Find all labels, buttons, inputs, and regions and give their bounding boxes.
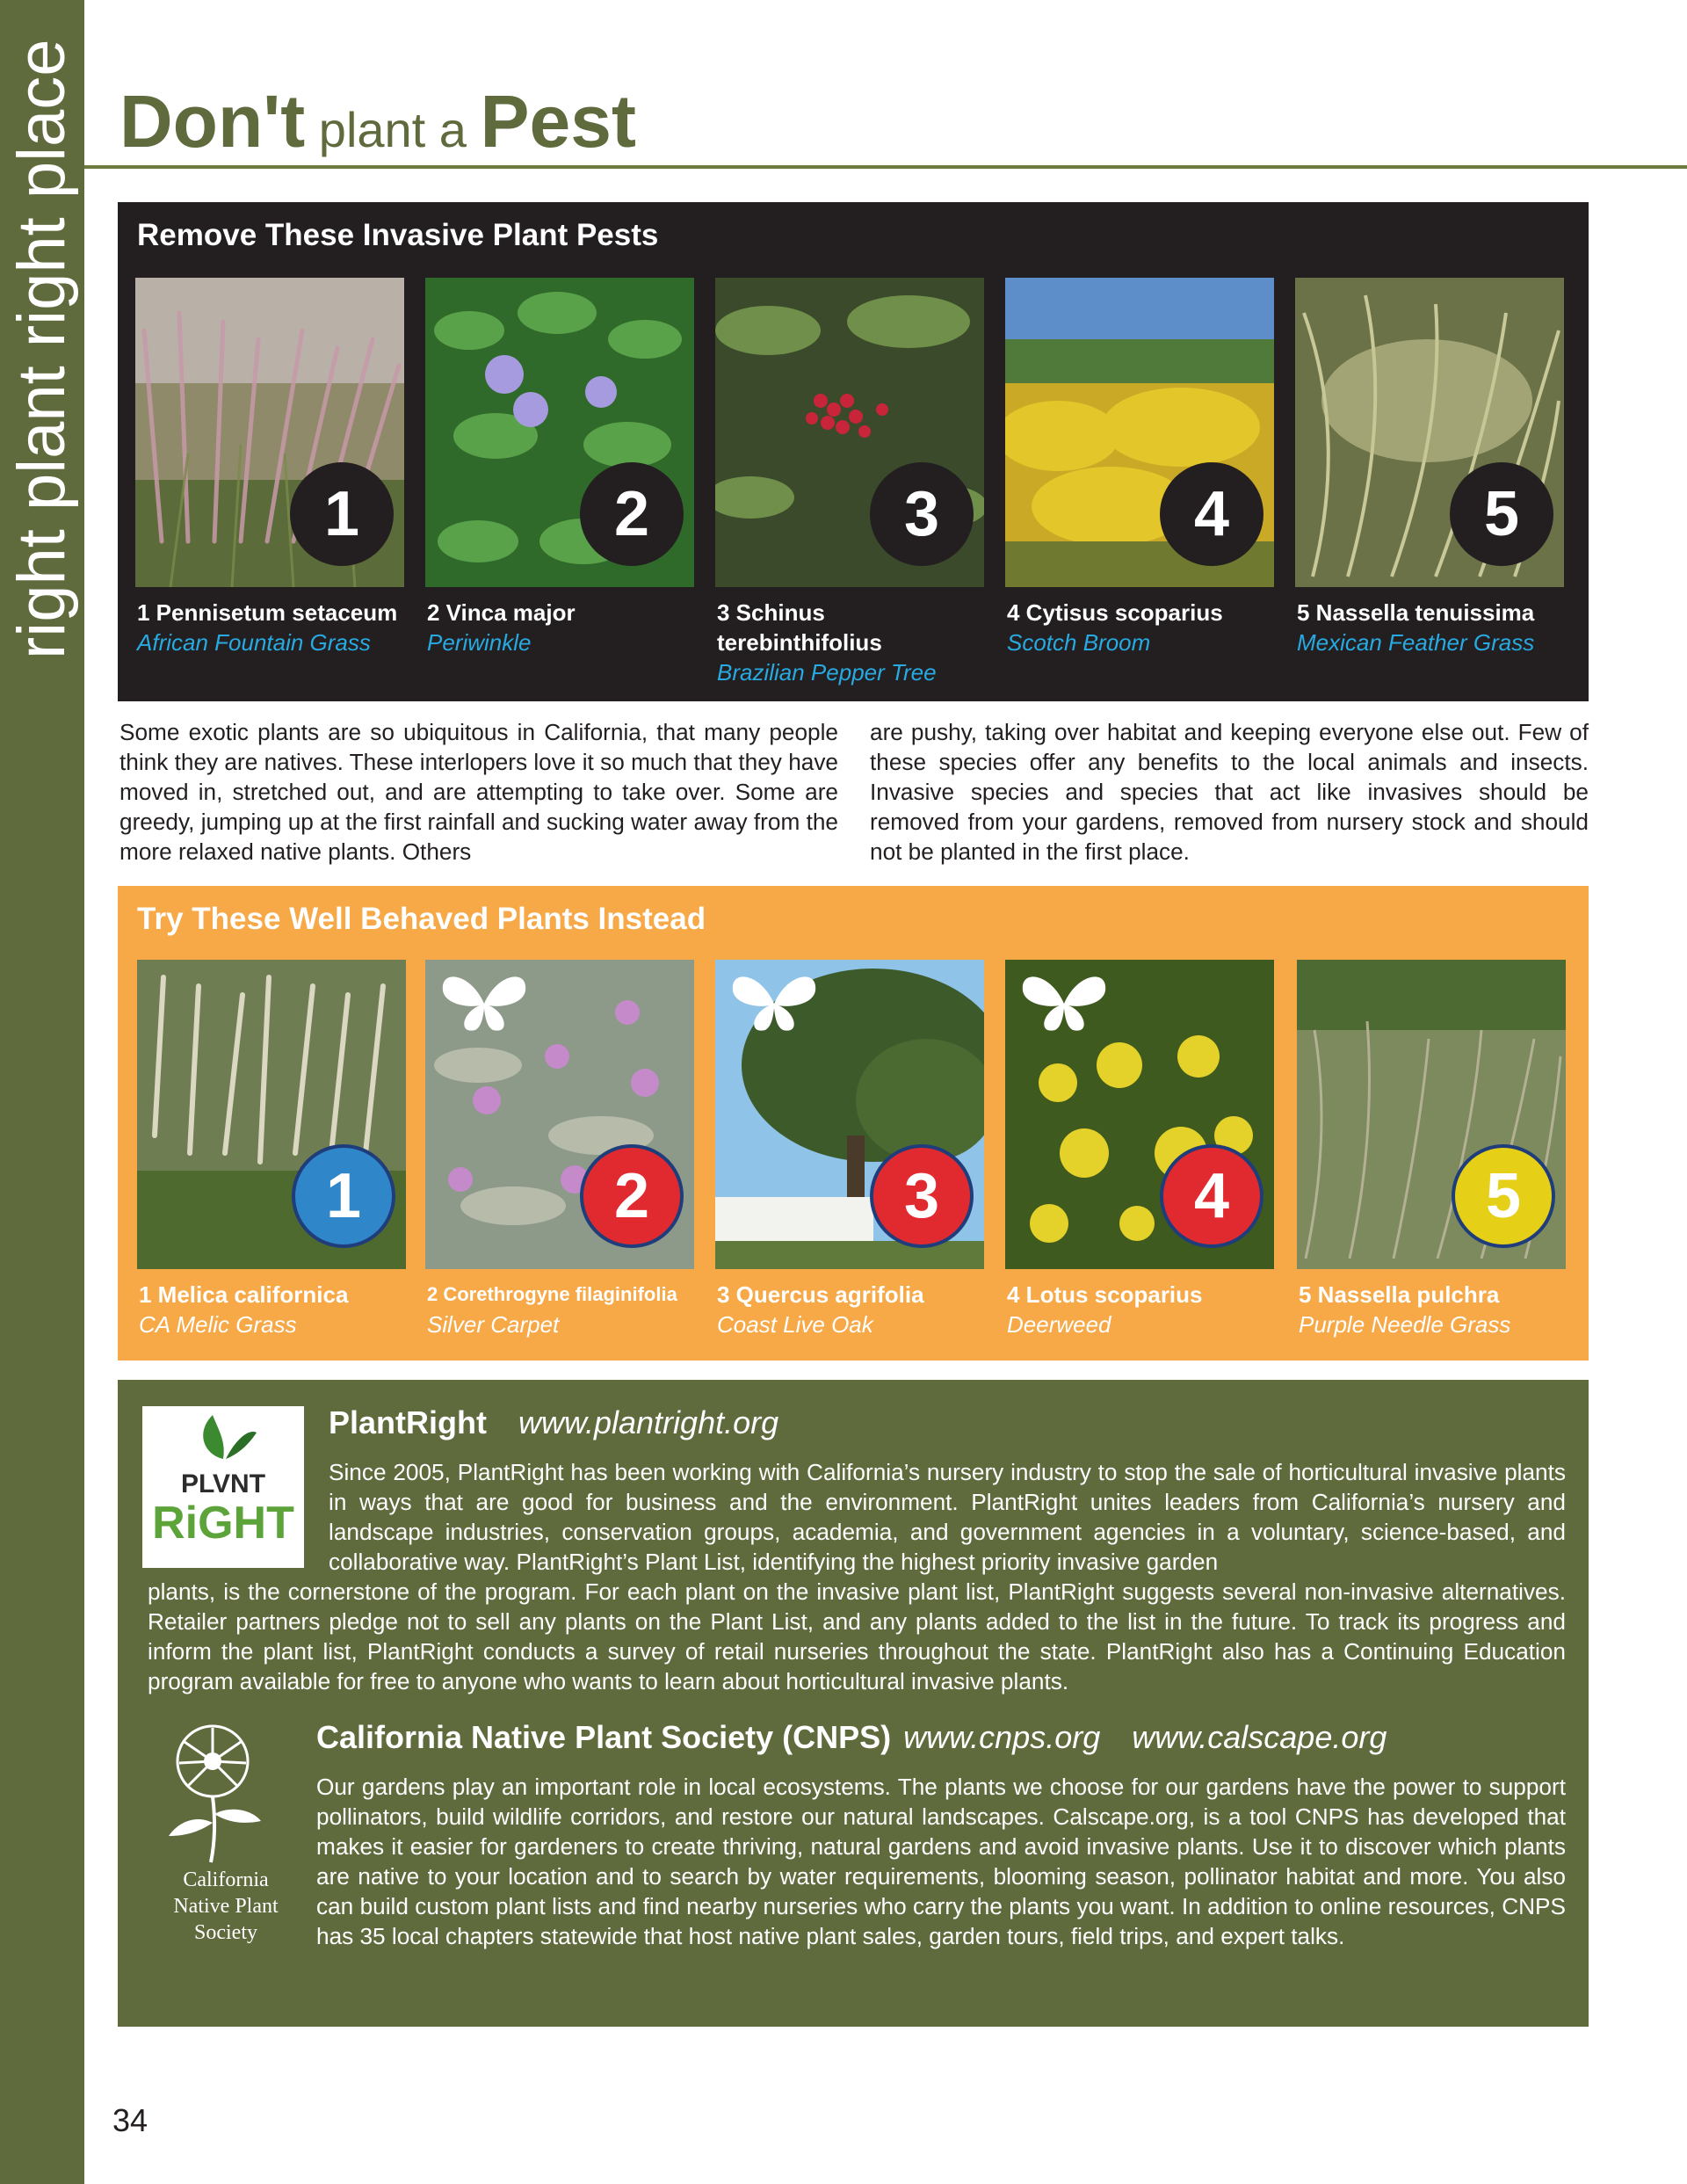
plant-common-name: Coast Live Oak bbox=[717, 1311, 873, 1338]
plant-scientific-name: 1 Pennisetum setaceum bbox=[137, 599, 398, 626]
plant-scientific-name: 4 Lotus scoparius bbox=[1007, 1281, 1203, 1308]
alternatives-panel bbox=[118, 886, 1589, 1360]
number-badge: 5 bbox=[1450, 462, 1553, 566]
plant-scientific-name: 2 Corethrogyne filaginifolia bbox=[427, 1283, 677, 1305]
sidebar-title: right plant right place bbox=[4, 39, 79, 659]
plant-scientific-name: 4 Cytisus scoparius bbox=[1007, 599, 1223, 626]
sidebar-bar bbox=[0, 0, 84, 2184]
fountain-grass-photo bbox=[135, 278, 404, 587]
calscape-url[interactable]: www.calscape.org bbox=[1132, 1719, 1387, 1755]
plantright-text-top: Since 2005, PlantRight has been working with California’s nursery industry to stop the sale of horticultural invasive plants in ways that are good for business and the environment. PlantRight unites leaders from California’s nursery and landscape industries, conservation groups, academia, and government agencies in a voluntary, science-based, and collaborative way. PlantRight’s Plant List, identifying the highest priority invasive garden bbox=[329, 1459, 1566, 1575]
coast-live-oak-photo bbox=[715, 960, 984, 1269]
periwinkle-photo bbox=[425, 278, 694, 587]
plant-common-name: Purple Needle Grass bbox=[1299, 1311, 1511, 1338]
cnps-name: California Native Plant Society (CNPS) bbox=[316, 1719, 892, 1755]
organizations-panel bbox=[118, 1380, 1589, 2027]
deerweed-photo bbox=[1005, 960, 1274, 1269]
page-number: 34 bbox=[112, 2102, 148, 2138]
number-badge: 2 bbox=[580, 1144, 684, 1248]
title-dont: Don't bbox=[119, 80, 306, 163]
number-badge: 5 bbox=[1452, 1144, 1555, 1248]
plantright-url[interactable]: www.plantright.org bbox=[518, 1404, 779, 1440]
feather-grass-photo bbox=[1295, 278, 1564, 587]
number-badge: 1 bbox=[290, 462, 394, 566]
scotch-broom-photo bbox=[1005, 278, 1274, 587]
pepper-tree-photo bbox=[715, 278, 984, 587]
silver-carpet-photo bbox=[425, 960, 694, 1269]
number-badge: 3 bbox=[870, 1144, 974, 1248]
cnps-url[interactable]: www.cnps.org bbox=[903, 1719, 1101, 1755]
invasive-panel bbox=[118, 202, 1589, 701]
cnps-text: Our gardens play an important role in local ecosystems. The plants we choose for our gardens have the power to support pollinators, build wildlife corridors, and restore our natural landscapes. Calscape.org, is a tool CNPS has developed that makes it easier for gardeners to create thriving, natural gardens and avoid invasive plants. Use it to discover which plants are native to your location and to search by water requirements, blooming season, pollinator habitat and more. You also can build custom plant lists and find nearby nurseries who carry the plants you want. In addition to online resources, CNPS has 35 local chapters statewide that host native plant sales, garden tours, field trips, and expert talks. bbox=[316, 1774, 1566, 1949]
title-pest: Pest bbox=[480, 80, 636, 163]
butterfly-icon bbox=[726, 969, 822, 1039]
needle-grass-photo bbox=[1297, 960, 1566, 1269]
plant-common-name: African Fountain Grass bbox=[137, 629, 371, 656]
alternatives-heading: Try These Well Behaved Plants Instead bbox=[137, 902, 706, 936]
plant-common-name: Scotch Broom bbox=[1007, 629, 1151, 656]
number-badge: 3 bbox=[870, 462, 974, 566]
plant-scientific-name: 2 Vinca major bbox=[427, 599, 576, 626]
svg-text:RiGHT: RiGHT bbox=[152, 1498, 294, 1549]
plant-scientific-name: 1 Melica californica bbox=[139, 1281, 349, 1308]
plant-common-name: Silver Carpet bbox=[427, 1311, 560, 1338]
intro-text-col2: are pushy, taking over habitat and keeping everyone else out. Few of these species offer any benefits to the local animals and insects. Invasive species and species that act like invasives should be removed from your gardens, removed from nursery stock and should not be planted in the first place. bbox=[870, 719, 1589, 865]
title-plant-a: plant a bbox=[305, 102, 481, 157]
plant-common-name: Mexican Feather Grass bbox=[1297, 629, 1535, 656]
plantright-text-bottom: plants, is the cornerstone of the program. For each plant on the invasive plant list, PlantRight suggests several non-invasive alternatives. Retailer partners pledge not to sell any plants on the Plant List, and any plants added to the list in the future. To track its progress and inform the plant list, PlantRight conducts a survey of retail nurseries throughout the state. PlantRight also has a Continuing Education program available for free to anyone who wants to learn about horticultural invasive plants. bbox=[148, 1578, 1566, 1694]
plant-scientific-name: 3 Quercus agrifolia bbox=[717, 1281, 924, 1308]
cnps-heading bbox=[316, 1719, 1387, 1756]
plant-common-name: Periwinkle bbox=[427, 629, 532, 656]
plant-scientific-name: 5 Nassella tenuissima bbox=[1297, 599, 1535, 626]
cnps-logo bbox=[142, 1717, 309, 1955]
plantright-logo bbox=[142, 1406, 304, 1568]
plant-common-name: CA Melic Grass bbox=[139, 1311, 297, 1338]
svg-text:PLVNT: PLVNT bbox=[180, 1469, 266, 1498]
plant-common-name: Brazilian Pepper Tree bbox=[717, 659, 937, 686]
flower-icon bbox=[142, 1717, 309, 1867]
plant-scientific-name: 3 Schinus terebinthifolius bbox=[717, 599, 882, 656]
plant-common-name: Deerweed bbox=[1007, 1311, 1111, 1338]
cnps-logo-text: California Native Plant Society bbox=[173, 1868, 279, 1944]
plantright-heading bbox=[329, 1404, 778, 1441]
plant-scientific-name: 5 Nassella pulchra bbox=[1299, 1281, 1500, 1308]
number-badge: 4 bbox=[1160, 1144, 1263, 1248]
title-rule bbox=[84, 165, 1687, 169]
invasive-heading: Remove These Invasive Plant Pests bbox=[137, 218, 659, 252]
intro-text-col1: Some exotic plants are so ubiquitous in California, that many people think they are natives. These interlopers love it so much that they have moved in, stretched out, and are attempting to take over. Some are greedy, jumping up at the first rainfall and sucking water away from the more relaxed native plants. Others bbox=[119, 719, 838, 865]
plantright-name: PlantRight bbox=[329, 1404, 487, 1440]
melic-grass-photo bbox=[137, 960, 406, 1269]
number-badge: 2 bbox=[580, 462, 684, 566]
number-badge: 4 bbox=[1160, 462, 1263, 566]
butterfly-icon bbox=[436, 969, 532, 1039]
number-badge: 1 bbox=[292, 1144, 395, 1248]
page-title bbox=[119, 77, 636, 174]
butterfly-icon bbox=[1016, 969, 1112, 1039]
